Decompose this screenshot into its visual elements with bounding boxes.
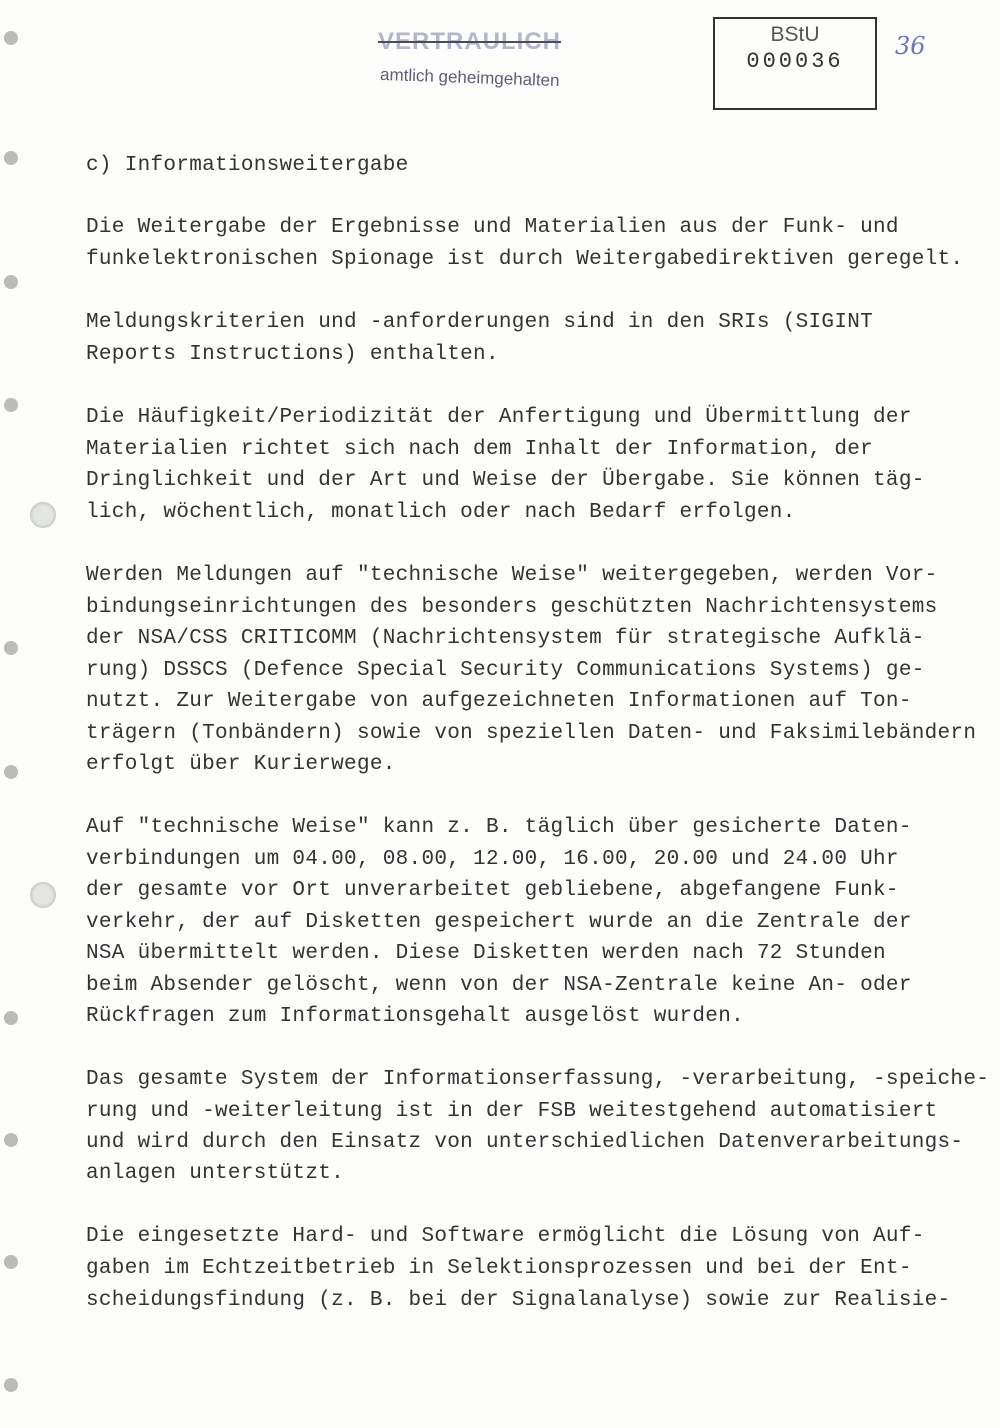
- text-line: Auf "technische Weise" kann z. B. täglich über gesicherte Daten-: [86, 816, 912, 839]
- text-line: Die Weitergabe der Ergebnisse und Materialien aus der Funk- und: [86, 216, 899, 239]
- text-line: Werden Meldungen auf "technische Weise" weitergegeben, werden Vor-: [86, 564, 938, 587]
- punch-hole: [30, 882, 56, 908]
- text-line: der NSA/CSS CRITICOMM (Nachrichtensystem für strategische Aufklä-: [86, 627, 925, 650]
- punch-hole: [4, 765, 18, 779]
- text-line: Rückfragen zum Informationsgehalt ausgelöst wurden.: [86, 1005, 745, 1028]
- punch-hole: [4, 31, 18, 45]
- text-line: trägern (Tonbändern) sowie von speziellen Daten- und Faksimilebändern: [86, 722, 977, 745]
- text-line: lich, wöchentlich, monatlich oder nach Bedarf erfolgen.: [86, 501, 796, 524]
- text-line: rung) DSSCS (Defence Special Security Communications Systems) ge-: [86, 659, 925, 682]
- text-line: Materialien richtet sich nach dem Inhalt der Information, der: [86, 438, 874, 461]
- punch-hole: [4, 1011, 18, 1025]
- text-line: scheidungsfindung (z. B. bei der Signalanalyse) sowie zur Realisie-: [86, 1289, 951, 1312]
- text-line: Die Häufigkeit/Periodizität der Anfertigung und Übermittlung der: [86, 406, 912, 429]
- text-line: Das gesamte System der Informationserfassung, -verarbeitung, -speiche-: [86, 1068, 990, 1091]
- text-line: Meldungskriterien und -anforderungen sind in den SRIs (SIGINT: [86, 311, 874, 334]
- punch-hole: [4, 1378, 18, 1392]
- section-heading: c) Informationsweitergabe: [86, 154, 409, 177]
- text-line: erfolgt über Kurierwege.: [86, 753, 396, 776]
- text-line: und wird durch den Einsatz von unterschiedlichen Datenverarbeitungs-: [86, 1131, 964, 1154]
- punch-hole: [4, 275, 18, 289]
- text-line: anlagen unterstützt.: [86, 1162, 345, 1185]
- archive-stamp: [713, 17, 877, 110]
- punch-hole: [4, 151, 18, 165]
- text-line: funkelektronischen Spionage ist durch Weitergabedirektiven geregelt.: [86, 248, 964, 271]
- text-line: bindungseinrichtungen des besonders geschützten Nachrichtensystems: [86, 596, 938, 619]
- classification-stamp-struck: VERTRAULICH: [378, 28, 561, 55]
- text-line: verbindungen um 04.00, 08.00, 12.00, 16.00, 20.00 und 24.00 Uhr: [86, 848, 899, 871]
- punch-hole: [4, 398, 18, 412]
- text-line: nutzt. Zur Weitergabe von aufgezeichneten Informationen auf Ton-: [86, 690, 912, 713]
- punch-hole: [4, 1255, 18, 1269]
- archive-stamp-number: 000036: [746, 49, 844, 74]
- text-line: beim Absender gelöscht, wenn von der NSA-Zentrale keine An- oder: [86, 974, 912, 997]
- text-line: Reports Instructions) enthalten.: [86, 343, 499, 366]
- text-line: Die eingesetzte Hard- und Software ermöglicht die Lösung von Auf-: [86, 1225, 925, 1248]
- text-line: der gesamte vor Ort unverarbeitet gebliebene, abgefangene Funk-: [86, 879, 899, 902]
- text-line: rung und -weiterleitung ist in der FSB weitestgehend automatisiert: [86, 1100, 938, 1123]
- text-line: gaben im Echtzeitbetrieb in Selektionsprozessen und bei der Ent-: [86, 1257, 912, 1280]
- text-line: Dringlichkeit und der Art und Weise der Übergabe. Sie können täg-: [86, 469, 925, 492]
- punch-hole: [30, 502, 56, 528]
- handwritten-page-number: 36: [895, 32, 926, 60]
- text-line: NSA übermittelt werden. Diese Disketten werden nach 72 Stunden: [86, 942, 886, 965]
- text-line: verkehr, der auf Disketten gespeichert wurde an die Zentrale der: [86, 911, 912, 934]
- punch-hole: [4, 1133, 18, 1147]
- archive-stamp-label: BStU: [770, 23, 820, 46]
- punch-hole: [4, 641, 18, 655]
- classification-stamp: amtlich geheimgehalten: [379, 64, 560, 91]
